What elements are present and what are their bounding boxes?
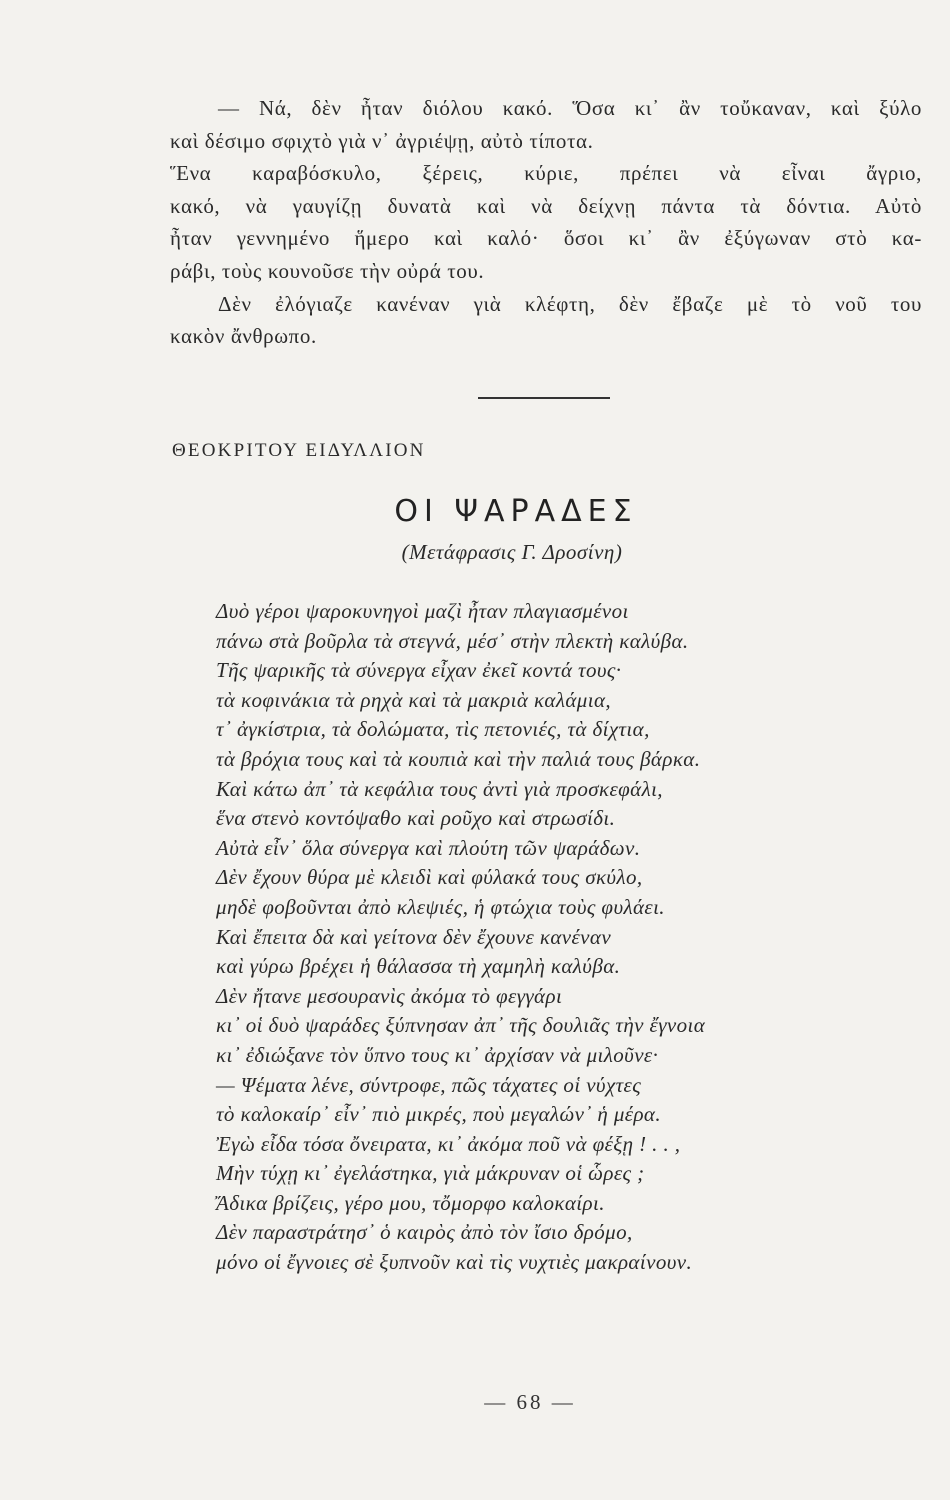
poem-verse: Ἐγὼ εἶδα τόσα ὄνειρατα, κι᾽ ἀκόμα ποῦ νὰ φέξῃ ! . . ,	[216, 1131, 681, 1156]
poem-verse: ἕνα στενὸ κοντόψαθο καὶ ροῦχο καὶ στρωσίδι.	[216, 806, 616, 831]
poem-verse: κι᾽ ἐδιώξανε τὸν ὕπνο τους κι᾽ ἀρχίσαν νὰ μιλοῦνε·	[216, 1042, 659, 1067]
poem-verse: κι᾽ οἱ δυὸ ψαράδες ξύπνησαν ἀπ᾽ τῆς δουλιᾶς τὴν ἔγνοια	[216, 1013, 706, 1038]
poem-verse: τὰ κοφινάκια τὰ ρηχὰ καὶ τὰ μακριὰ καλάμια,	[216, 687, 612, 712]
prose-line: ἦταν γεννημένο ἥμερο καὶ καλό· ὅσοι κι᾽ ἂν ἐξύγωναν στὸ κα-	[170, 226, 922, 251]
poem-verse: μηδὲ φοβοῦνται ἀπὸ κλεψιές, ἡ φτώχια τοὺς φυλάει.	[216, 894, 665, 919]
poem-verse: τὸ καλοκαίρ᾽ εἶν᾽ πιὸ μικρές, ποὺ μεγαλών᾽ ἡ μέρα.	[216, 1102, 662, 1127]
page-number: — 68 —	[484, 1390, 576, 1414]
prose-line: Δὲν ἐλόγιαζε κανέναν γιὰ κλέφτη, δὲν ἔβαζε μὲ τὸ νοῦ του	[218, 291, 922, 316]
poem-verse: Αὐτὰ εἶν᾽ ὅλα σύνεργα καὶ πλούτη τῶν ψαράδων.	[216, 835, 641, 860]
prose-block	[170, 92, 922, 353]
poem-verse: καὶ γύρω βρέχει ἡ θάλασσα τὴ χαμηλὴ καλύβα.	[216, 954, 621, 979]
poem-verse: μόνο οἱ ἔγνοιες σὲ ξυπνοῦν καὶ τὶς νυχτιὲς μακραίνουν.	[216, 1250, 693, 1275]
poem-translator: (Μετάφρασις Γ. Δροσίνη)	[401, 540, 623, 564]
section-divider	[478, 397, 610, 399]
poem-body	[216, 597, 916, 1278]
poem-verse: Καὶ κάτω ἀπ᾽ τὰ κεφάλια τους ἀντὶ γιὰ προσκεφάλι,	[216, 776, 663, 801]
poem-title: ΟΙ ΨΑΡΑΔΕΣ	[394, 494, 638, 529]
poem-verse: Μὴν τύχῃ κι᾽ ἐγελάστηκα, γιὰ μάκρυναν οἱ ὧρες ;	[216, 1161, 645, 1186]
poem-verse: τ᾽ ἀγκίστρια, τὰ δολώματα, τὶς πετονιές, τὰ δίχτια,	[216, 717, 650, 742]
poem-verse: Ἄδικα βρίζεις, γέρο μου, τὄμορφο καλοκαίρι.	[216, 1190, 605, 1215]
prose-line: ράβι, τοὺς κουνοῦσε τὴν οὐρά του.	[170, 258, 485, 283]
poem-verse: Δυὸ γέροι ψαροκυνηγοὶ μαζὶ ἦταν πλαγιασμένοι	[216, 599, 629, 623]
poem-verse: — Ψέματα λένε, σύντροφε, πῶς τάχατες οἱ νύχτες	[216, 1072, 642, 1097]
poem-verse: πάνω στὰ βοῦρλα τὰ στεγνά, μέσ᾽ στὴν πλεκτὴ καλύβα.	[216, 628, 689, 653]
prose-line: καὶ δέσιμο σφιχτὸ γιὰ ν᾽ ἀγριέψῃ, αὐτὸ τίποτα.	[170, 128, 594, 153]
prose-line: Ἕνα καραβόσκυλο, ξέρεις, κύριε, πρέπει νὰ εἶναι ἄγριο,	[170, 161, 922, 186]
prose-line: κακὸν ἄνθρωπο.	[170, 324, 317, 349]
poem-verse: Καὶ ἔπειτα δὰ καὶ γείτονα δὲν ἔχουνε κανέναν	[216, 924, 612, 949]
prose-line: κακό, νὰ γαυγίζῃ δυνατὰ καὶ νὰ δείχνῃ πάντα τὰ δόντια. Αὐτὸ	[170, 193, 922, 218]
prose-line: — Νά, δὲν ἦταν διόλου κακό. Ὅσα κι᾽ ἂν τοὔκαναν, καὶ ξύλο	[218, 96, 922, 120]
poem-verse: τὰ βρόχια τους καὶ τὰ κουπιὰ καὶ τὴν παλιά τους βάρκα.	[216, 746, 701, 771]
poem-verse: Δὲν παραστράτησ᾽ ὁ καιρὸς ἀπὸ τὸν ἴσιο δρόμο,	[216, 1220, 633, 1245]
poem-verse: Τῆς ψαρικῆς τὰ σύνεργα εἶχαν ἐκεῖ κοντά τους·	[216, 658, 622, 683]
section-label: ΘΕΟΚΡΙΤΟΥ ΕΙΔΥΛΛΙΟΝ	[172, 440, 426, 461]
poem-verse: Δὲν ἤτανε μεσουρανὶς ἀκόμα τὸ φεγγάρι	[216, 983, 563, 1008]
poem-verse: Δὲν ἔχουν θύρα μὲ κλειδὶ καὶ φύλακά τους σκύλο,	[216, 865, 643, 890]
